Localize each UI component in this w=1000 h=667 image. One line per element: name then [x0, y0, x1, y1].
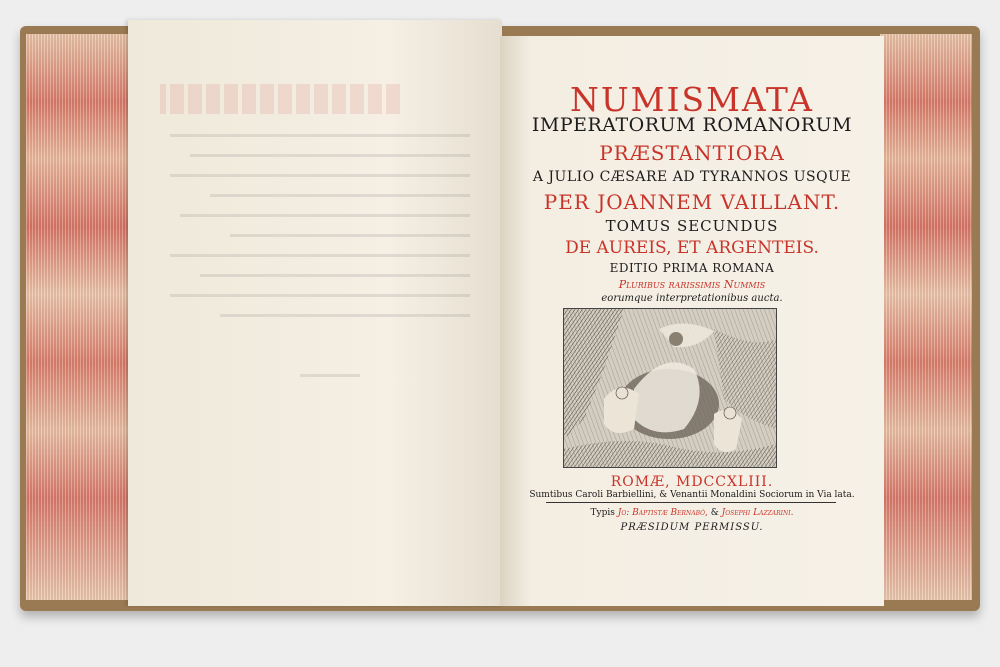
permission-line: PRÆSIDUM PERMISSU.	[620, 522, 764, 533]
printers-amp: &	[707, 508, 722, 518]
imprint-publisher: Sumtibus Caroli Barbiellini, & Venantii Monaldini Sociorum in Via lata.	[529, 490, 855, 500]
printer-lazzarini: Josephi Lazzarini.	[721, 508, 794, 518]
augment-line-1: Pluribus rarissimis Nummis	[618, 278, 766, 291]
printers-line	[500, 508, 884, 518]
volume-line: TOMUS SECUNDUS	[605, 217, 779, 235]
title-line-praestantiora: PRÆSTANTIORA	[599, 141, 785, 165]
title-line-imperatorum: IMPERATORUM ROMANORUM	[531, 114, 853, 136]
show-through-text	[140, 44, 490, 444]
imprint-rule	[546, 502, 836, 503]
book-title: NUMISMATA	[570, 80, 814, 119]
imprint-place-date: ROMÆ, MDCCXLIII.	[610, 474, 774, 490]
edition-line: EDITIO PRIMA ROMANA	[609, 261, 775, 275]
right-page-edges	[880, 34, 972, 600]
printers-prefix: Typis	[590, 508, 615, 518]
printer-bernabo: Jo: Baptistæ Bernabò,	[617, 508, 708, 518]
author-line: PER JOANNEM VAILLANT.	[543, 190, 841, 214]
title-line-julio: A JULIO CÆSARE AD TYRANNOS USQUE	[532, 169, 852, 185]
engraved-vignette	[563, 308, 777, 468]
left-page-edges	[26, 34, 144, 600]
subject-line: DE AUREIS, ET ARGENTEIS.	[565, 238, 819, 258]
augment-line-2: eorumque interpretationibus aucta.	[601, 293, 783, 304]
